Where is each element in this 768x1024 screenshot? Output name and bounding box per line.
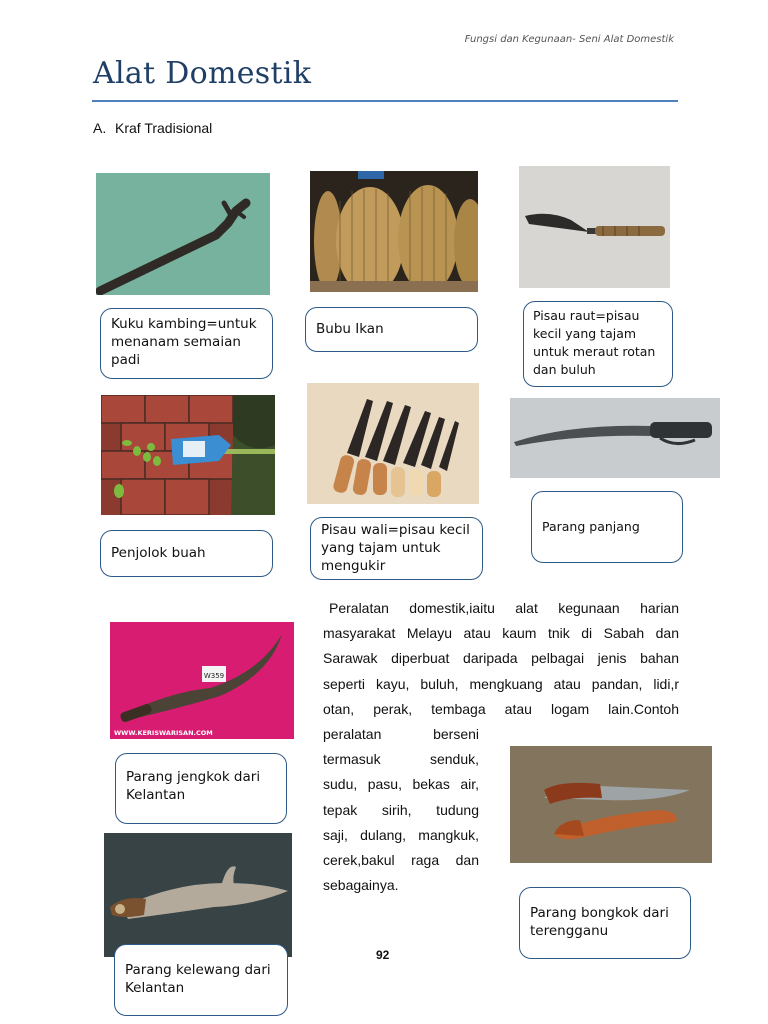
paragraph-line: tepak sirih, tudung — [323, 801, 479, 818]
paragraph-line: seperti kayu, buluh, mengkuang atau pandan, lidi,r — [323, 675, 679, 692]
kuku-kambing-photo — [96, 173, 270, 295]
page-number: 92 — [376, 948, 390, 962]
parang-panjang-photo — [510, 398, 720, 478]
title-divider — [92, 100, 678, 102]
caption-penjolok-buah: Penjolok buah — [100, 530, 273, 577]
pisau-raut-photo — [519, 166, 670, 288]
caption-bubu-ikan: Bubu Ikan — [305, 307, 478, 352]
paragraph-line: Sarawak diperbuat daripada pelbagai jenis bahan — [323, 650, 679, 667]
page-title: Alat Domestik — [93, 56, 312, 91]
paragraph-line: saji, dulang, mangkuk, — [323, 826, 479, 843]
paragraph-line: peralatan berseni — [323, 726, 479, 743]
parang-bongkok-photo — [510, 746, 712, 863]
paragraph-line: otan, perak, tembaga atau logam lain.Contoh — [323, 700, 679, 717]
parang-jengkok-photo — [110, 622, 294, 739]
section-heading — [93, 120, 212, 136]
parang-kelewang-photo — [104, 833, 292, 957]
paragraph-line: termasuk senduk, — [323, 751, 479, 768]
caption-parang-panjang: Parang panjang — [531, 491, 683, 563]
photo-watermark: WWW.KERISWARISAN.COM — [114, 729, 213, 737]
caption-pisau-raut: Pisau raut=pisau kecil yang tajam untuk meraut rotan dan buluh — [523, 301, 673, 387]
caption-parang-jengkok: Parang jengkok dari Kelantan — [115, 753, 287, 824]
paragraph-line: masyarakat Melayu atau kaum tnik di Sabah dan — [323, 625, 679, 642]
caption-parang-kelewang: Parang kelewang dari Kelantan — [114, 944, 288, 1016]
running-header: Fungsi dan Kegunaan- Seni Alat Domestik — [464, 34, 674, 45]
penjolok-buah-photo — [101, 395, 275, 515]
caption-pisau-wali: Pisau wali=pisau kecil yang tajam untuk mengukir — [310, 517, 483, 580]
section-label: Kraf Tradisional — [115, 120, 213, 136]
pisau-wali-photo — [307, 383, 479, 504]
photo-tag: W359 — [203, 672, 225, 680]
section-number: A. — [93, 120, 107, 136]
caption-kuku-kambing: Kuku kambing=untuk menanam semaian padi — [100, 308, 273, 379]
bubu-ikan-photo — [310, 171, 478, 292]
paragraph-line: Peralatan domestik,iaitu alat kegunaan harian — [329, 600, 679, 616]
paragraph-line: cerek,bakul raga dan — [323, 852, 479, 869]
paragraph-line: sudu, pasu, bekas air, — [323, 776, 479, 793]
paragraph-line: sebagainya. — [323, 877, 399, 894]
caption-parang-bongkok: Parang bongkok dari terengganu — [519, 887, 691, 959]
